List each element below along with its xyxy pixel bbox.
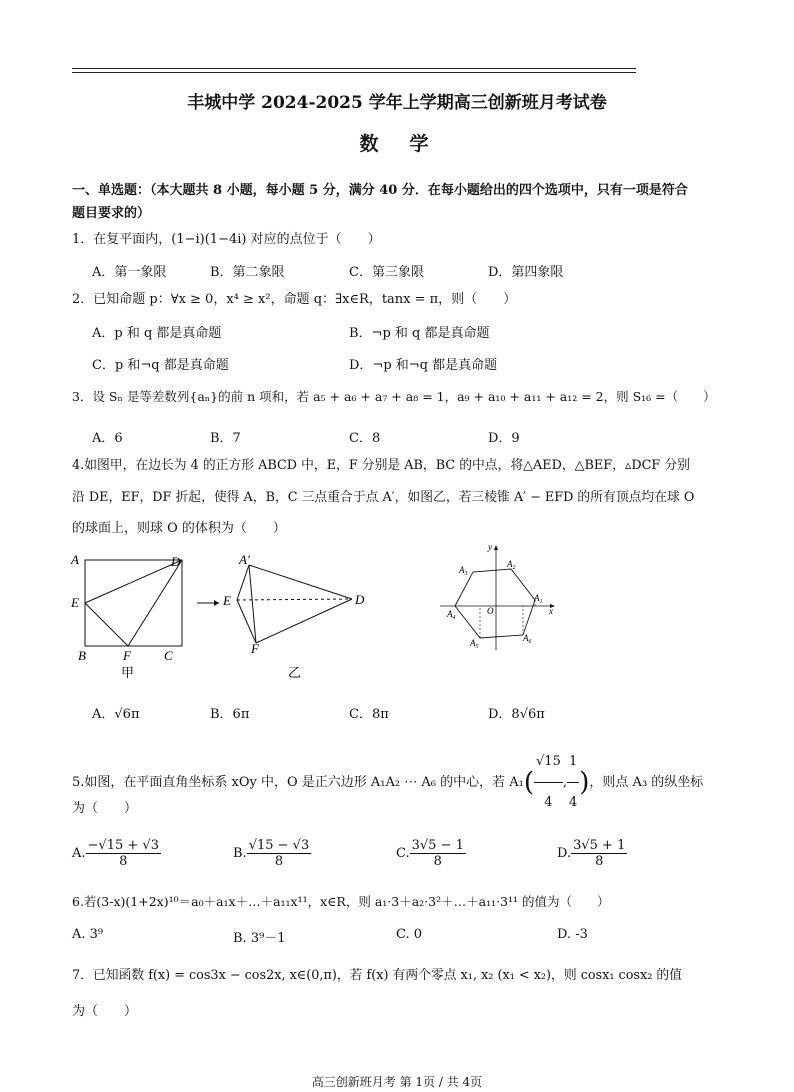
fig-label-D: D bbox=[171, 554, 181, 569]
q6-option-d: D. -3 bbox=[557, 927, 588, 942]
q2-option-d: D．¬p 和¬q 都是真命题 bbox=[349, 358, 498, 373]
q5-frac1: $\frac{√15}{4}$ bbox=[534, 742, 563, 823]
q3-option-a: A．6 bbox=[92, 431, 123, 446]
hex-label-x: x bbox=[549, 606, 553, 616]
q1-stem: 1．在复平面内，(1−i)(1−4i) 对应的点位于（ ） bbox=[72, 232, 381, 247]
q4-line1: 4.如图甲，在边长为 4 的正方形 ABCD 中，E，F 分别是 AB，BC 的中点，将△AED，△BEF，▵DCF 分别 bbox=[72, 458, 690, 473]
section-heading-cont: 题目要求的） bbox=[72, 206, 151, 221]
q2-option-c: C．p 和¬q 都是真命题 bbox=[92, 358, 229, 373]
fig-label-D2: D bbox=[355, 592, 365, 607]
hex-label-O: O bbox=[487, 606, 494, 616]
q1-option-a: A．第一象限 bbox=[92, 265, 167, 280]
hex-label-A5: $A_5$ bbox=[470, 638, 479, 650]
q6-option-c: C. 0 bbox=[396, 927, 423, 942]
fig-label-E: E bbox=[71, 595, 79, 610]
section-heading: 一、单选题：（本大题共 8 小题，每小题 5 分，满分 40 分．在每小题给出的四个选项中，只有一项是符合 bbox=[72, 183, 688, 198]
q1-option-b: B．第二象限 bbox=[210, 265, 285, 280]
q4-line2: 沿 DE，EF，DF 折起，使得 A，B，C 三点重合于点 A′，如图乙，若三棱锥 A′ − EFD 的所有顶点均在球 O bbox=[72, 490, 695, 505]
q4-option-c: C．8π bbox=[349, 707, 389, 722]
q1-option-d: D．第四象限 bbox=[488, 265, 564, 280]
q1-option-c: C．第三象限 bbox=[349, 265, 424, 280]
q6-option-b: B. 3⁹－1 bbox=[233, 931, 286, 946]
q7-line1: 7．已知函数 f(x) = cos3x − cos2x, x∈(0,π)，若 f(x) 有两个零点 x₁, x₂ (x₁ < x₂)，则 cosx₁ cosx₂ 的值 bbox=[72, 968, 682, 983]
q2-stem: 2．已知命题 p：∀x ≥ 0，x⁴ ≥ x²，命题 q：∃x∈R，tanx = π，则（ ） bbox=[72, 292, 517, 307]
fig-caption-jia: 甲 bbox=[121, 665, 135, 680]
fig-label-A: A bbox=[71, 552, 79, 567]
q4-option-a: A．√6π bbox=[92, 707, 140, 722]
q5-option-d: D. $\frac{3√5 + 1}{8}$ bbox=[557, 838, 626, 869]
hex-label-A4: $A_4$ bbox=[447, 609, 456, 621]
q5-line1-tail: ，则点 A₃ 的纵坐标 bbox=[589, 775, 704, 790]
q2-option-b: B．¬p 和 q 都是真命题 bbox=[349, 326, 490, 341]
header-rule-bottom bbox=[72, 72, 636, 73]
q3-stem: 3．设 Sₙ 是等差数列{aₙ}的前 n 项和，若 a₅ + a₆ + a₇ + a₈ = 1，a₉ + a₁₀ + a₁₁ + a₁₂ = 2，则 S₁₆ =（ ） bbox=[72, 389, 716, 404]
q5-option-b: B. $\frac{√15 - √3}{8}$ bbox=[233, 838, 310, 869]
q5-option-c: C. $\frac{3√5 - 1}{8}$ bbox=[396, 838, 464, 869]
hex-label-A6: $A_6$ bbox=[523, 633, 532, 645]
hex-label-y: y bbox=[488, 542, 492, 552]
q6-stem: 6.若(3-x)(1+2x)¹⁰＝a₀＋a₁x＋…＋a₁₁x¹¹，x∈R，则 a₁·3＋a₂·3²＋…＋a₁₁·3¹¹ 的值为（ ） bbox=[72, 894, 610, 909]
hex-label-A3: $A_3$ bbox=[459, 565, 468, 577]
fig-label-B: B bbox=[78, 648, 86, 663]
q5-line1: 5.如图，在平面直角坐标系 xOy 中，O 是正六边形 A₁A₂ ⋯ A₆ 的中心，若 A₁( $\frac{√15}{4}$ , $\frac{1}{4}$ )，则点 A₃ 的纵坐标 bbox=[72, 742, 703, 823]
q5-option-a: A. $\frac{-√15 + √3}{8}$ bbox=[72, 838, 159, 869]
fig-label-C: C bbox=[164, 648, 173, 663]
q6-option-a: A. 3⁹ bbox=[72, 927, 104, 942]
q5-frac2: $\frac{1}{4}$ bbox=[567, 742, 579, 823]
q2-option-a: A．p 和 q 都是真命题 bbox=[92, 326, 222, 341]
figure-jia bbox=[68, 548, 193, 683]
fig-label-E2: E bbox=[223, 593, 231, 608]
header-rule-top bbox=[72, 68, 636, 69]
q3-option-b: B．7 bbox=[210, 431, 241, 446]
q3-option-d: D．9 bbox=[488, 431, 520, 446]
q4-line3: 的球面上，则球 O 的体积为（ ） bbox=[72, 521, 286, 536]
fig-caption-yi: 乙 bbox=[288, 665, 302, 680]
q4-option-b: B．6π bbox=[210, 707, 250, 722]
q5-line2: 为（ ） bbox=[72, 801, 138, 816]
q3-option-c: C．8 bbox=[349, 431, 381, 446]
hex-label-A2: $A_2$ bbox=[507, 559, 516, 571]
q7-line2: 为（ ） bbox=[72, 1004, 138, 1019]
exam-title: 丰城中学 2024-2025 学年上学期高三创新班月考试卷 bbox=[187, 93, 607, 113]
q5-line1-text: 5.如图，在平面直角坐标系 xOy 中，O 是正六边形 A₁A₂ ⋯ A₆ 的中心，若 A₁ bbox=[72, 775, 524, 790]
q4-option-d: D．8√6π bbox=[488, 707, 545, 722]
hex-label-A1: $A_1$ bbox=[534, 593, 543, 605]
figure-hexagon bbox=[437, 540, 562, 655]
fig-label-F: F bbox=[123, 648, 131, 663]
page-footer: 高三创新班月考 第 1页 / 共 4页 bbox=[311, 1075, 483, 1089]
subject-title: 数 学 bbox=[359, 133, 435, 155]
fig-label-Ap: A′ bbox=[239, 552, 250, 567]
fig-label-F2: F bbox=[251, 641, 259, 656]
figure-yi bbox=[192, 548, 377, 683]
